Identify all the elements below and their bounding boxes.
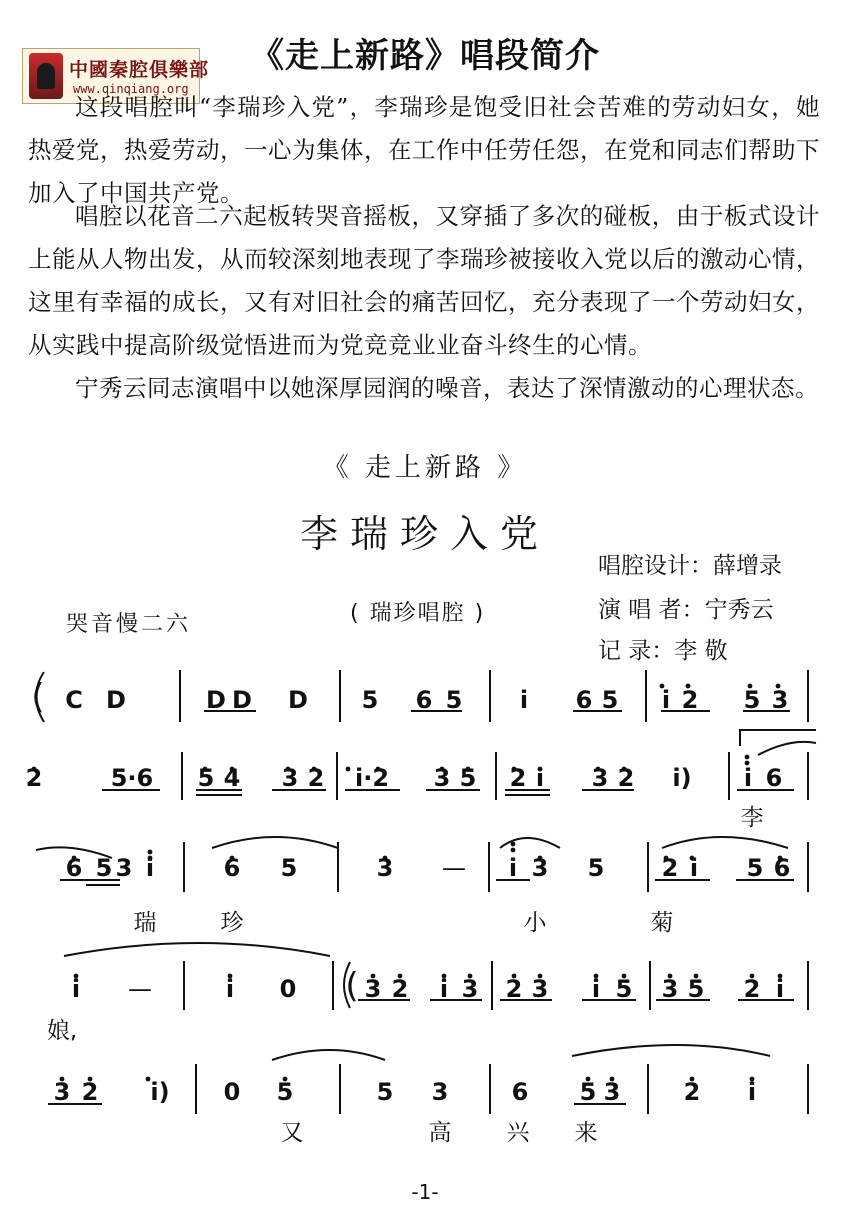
score-note: 3 bbox=[433, 764, 451, 792]
lyric-syllable: 李 bbox=[740, 805, 764, 831]
lyric-syllable: 高 bbox=[428, 1120, 452, 1146]
score-note: 5 bbox=[95, 854, 113, 882]
score-note: i bbox=[519, 686, 529, 714]
score-note: i bbox=[508, 854, 518, 882]
score-note: 6 bbox=[65, 854, 83, 882]
page-number: -1- bbox=[411, 1180, 439, 1204]
score-note: 2 bbox=[661, 854, 679, 882]
watermark-url: www.qinqiang.org bbox=[73, 82, 189, 96]
octave-dots bbox=[32, 684, 783, 1082]
lyric-syllable: 珍 bbox=[220, 910, 244, 936]
lyric-syllable: 菊 bbox=[650, 910, 674, 936]
score-note: 2 bbox=[81, 1078, 99, 1106]
lyric-syllable: 娘, bbox=[46, 1018, 78, 1044]
score-note: 3 bbox=[376, 854, 394, 882]
credit-transcriber: 记 录：李 敬 bbox=[598, 638, 728, 664]
score-note: 3 bbox=[771, 686, 789, 714]
score-note: 5 bbox=[743, 686, 761, 714]
document-title: 《走上新路》唱段简介 bbox=[250, 36, 600, 76]
score-note: 5 bbox=[280, 854, 298, 882]
score-note: 2 bbox=[509, 764, 527, 792]
score-note: 2 bbox=[307, 764, 325, 792]
score-note: 3 bbox=[661, 975, 679, 1003]
score-note: 6 bbox=[415, 686, 433, 714]
score-note: i bbox=[535, 764, 545, 792]
score-note: 2 bbox=[743, 975, 761, 1003]
lyric-syllable: 兴 bbox=[506, 1120, 530, 1146]
score-note: 3 bbox=[364, 975, 382, 1003]
score-note: i bbox=[591, 975, 601, 1003]
score-note: D bbox=[288, 686, 308, 714]
score-note: 6 bbox=[511, 1078, 529, 1106]
score-note: i bbox=[145, 854, 155, 882]
intro-paragraph-2: 唱腔以花音二六起板转哭音摇板，又穿插了多次的碰板，由于板式设计上能从人物出发，从而较深刻地表现了李瑞珍被接收入党以后的激动心情，这里有幸福的成长，又有对旧社会的痛苦回忆，充分表现了一个劳动妇女，从实践中提高阶级觉悟进而为党竞竞业业奋斗终生的心情。 bbox=[28, 202, 820, 359]
score-note: 5 bbox=[579, 1078, 597, 1106]
score-note: 5·6 bbox=[110, 764, 154, 792]
score-note: 2 bbox=[617, 764, 635, 792]
score-note: 5 bbox=[197, 764, 215, 792]
score-note: 5 bbox=[615, 975, 633, 1003]
score-note: 3 bbox=[115, 854, 133, 882]
score-note: 3 bbox=[431, 1078, 449, 1106]
score-note: 6 bbox=[765, 764, 783, 792]
score-note: 5 bbox=[601, 686, 619, 714]
score-note: 5 bbox=[376, 1078, 394, 1106]
score-note: 3 bbox=[53, 1078, 71, 1106]
score-note: ( bbox=[345, 966, 359, 1006]
score-note: 3 bbox=[281, 764, 299, 792]
credit-singer: 演 唱 者：宁秀云 bbox=[598, 597, 774, 623]
song-subtitle: ( 瑞珍唱腔 ) bbox=[350, 601, 486, 626]
score-note: 6 bbox=[223, 854, 241, 882]
score-note: C bbox=[65, 686, 83, 714]
score-note: 3 bbox=[531, 975, 549, 1003]
score-note: 3 bbox=[531, 854, 549, 882]
score-note: 5 bbox=[445, 686, 463, 714]
score-note: i bbox=[689, 854, 699, 882]
score-note: — bbox=[128, 975, 152, 1003]
score-note: 6 bbox=[575, 686, 593, 714]
score-note: i bbox=[439, 975, 449, 1003]
score-note: 3 bbox=[603, 1078, 621, 1106]
score-note: 3 bbox=[591, 764, 609, 792]
score-note: 5 bbox=[361, 686, 379, 714]
score-notes bbox=[26, 677, 791, 1106]
score-note: D bbox=[206, 686, 226, 714]
score-lines bbox=[36, 670, 816, 1114]
score-note: i bbox=[225, 975, 235, 1003]
score-note: i bbox=[775, 975, 785, 1003]
watermark-name: 中國秦腔俱樂部 bbox=[69, 59, 210, 81]
score-note: 5 bbox=[459, 764, 477, 792]
score-note: ( bbox=[31, 677, 45, 717]
score-note: i bbox=[747, 1078, 757, 1106]
score-note: 2 bbox=[681, 686, 699, 714]
score-note: 5 bbox=[746, 854, 764, 882]
score-note: D bbox=[232, 686, 252, 714]
score-note: 2 bbox=[25, 764, 43, 792]
lyric-syllable: 瑞 bbox=[133, 910, 157, 936]
score-note: i bbox=[71, 975, 81, 1003]
score-note: 3 bbox=[461, 975, 479, 1003]
score-note: 0 bbox=[279, 975, 297, 1003]
intro-paragraph-3: 宁秀云同志演唱中以她深厚园润的噪音，表达了深情激动的心理状态。 bbox=[75, 374, 819, 402]
lyric-syllable: 小 bbox=[523, 910, 547, 936]
score-note: i bbox=[661, 686, 671, 714]
intro-paragraph-1: 这段唱腔叫“李瑞珍入党”，李瑞珍是饱受旧社会苦难的劳动妇女，她热爱党，热爱劳动，一心为集体，在工作中任劳任怨，在党和同志们帮助下加入了中国共产党。 bbox=[28, 93, 820, 207]
score-note: 2 bbox=[683, 1078, 701, 1106]
tempo-marking: 哭音慢二六 bbox=[66, 612, 192, 637]
credit-designer: 唱腔设计：薛增录 bbox=[598, 553, 782, 579]
score-note: i bbox=[743, 764, 753, 792]
score-note: 2 bbox=[391, 975, 409, 1003]
score-note: D bbox=[106, 686, 126, 714]
score-note: 6 bbox=[773, 854, 791, 882]
song-title: 李瑞珍入党 bbox=[299, 512, 550, 556]
score-note: 0 bbox=[223, 1078, 241, 1106]
lyric-syllable: 来 bbox=[574, 1120, 598, 1146]
score-note: i) bbox=[150, 1078, 170, 1106]
score-note: — bbox=[442, 854, 466, 882]
score-note: 5 bbox=[687, 975, 705, 1003]
lyric-syllable: 又 bbox=[280, 1120, 304, 1146]
score-note: 5 bbox=[587, 854, 605, 882]
score-note: 2 bbox=[505, 975, 523, 1003]
score-note: 4 bbox=[223, 764, 241, 792]
score-note: i·2 bbox=[354, 764, 390, 792]
score-note: 5 bbox=[276, 1078, 294, 1106]
opera-title: 《 走上新路 》 bbox=[322, 453, 528, 483]
score-note: i) bbox=[672, 764, 692, 792]
